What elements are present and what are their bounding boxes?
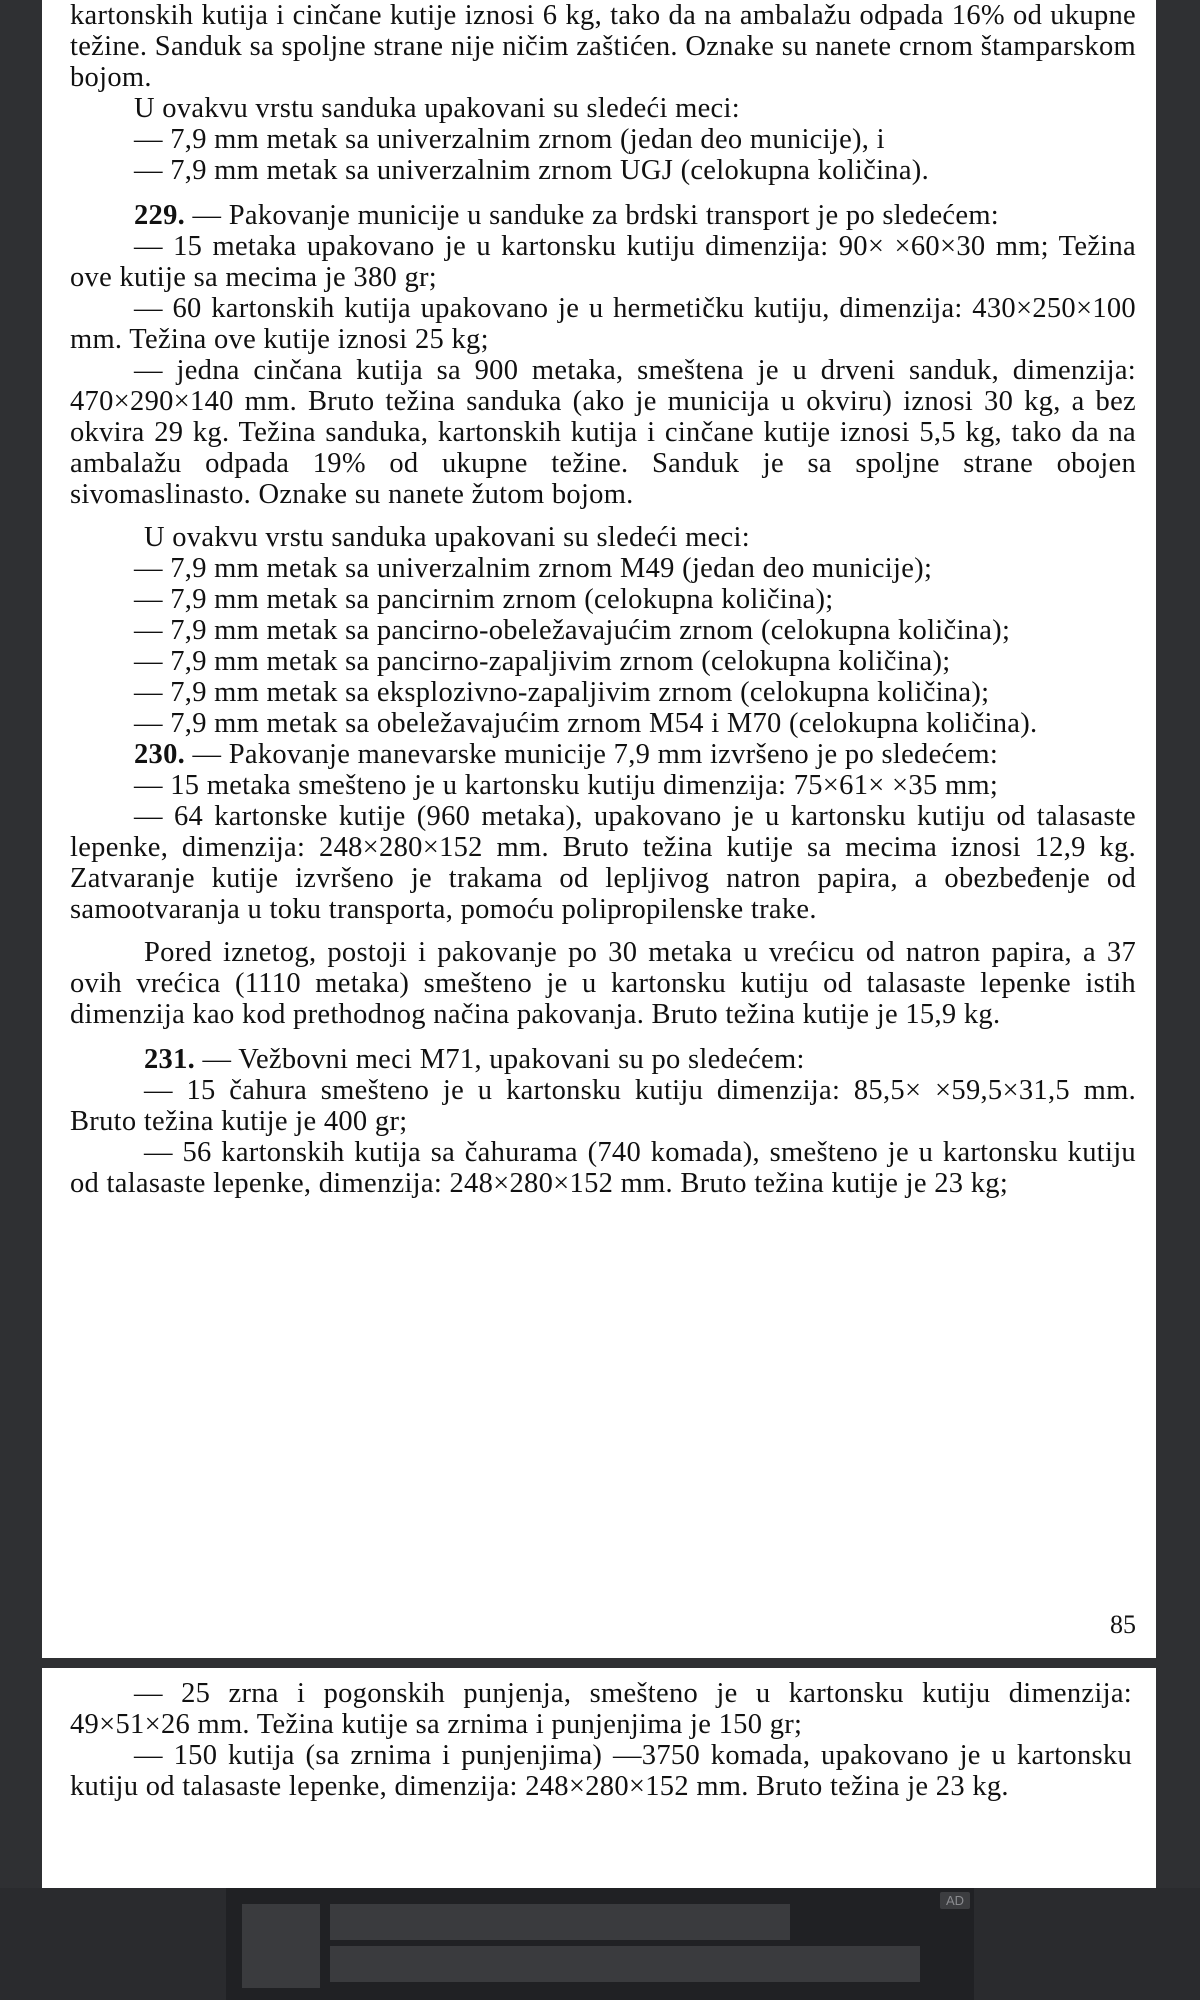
ad-image-placeholder [242, 1904, 320, 1988]
section-heading-text: — Pakovanje manevarske municije 7,9 mm izvršeno je po sledećem: [192, 739, 999, 770]
page-text-column [70, 1678, 1132, 1802]
paragraph-intro-list: U ovakvu vrstu sanduka upakovani su sledeći meci: [144, 522, 750, 553]
ad-placeholder[interactable] [226, 1888, 974, 2000]
section-number: 229. [134, 200, 186, 231]
paragraph: Pored iznetog, postoji i pakovanje po 30 metaka u vrećicu od natron papira, a 37 ovih vrećica (1110 metaka) smešteno je u kartonsku kutiju od talasaste lepenke istih dimenzija kao kod prethodnog načina pakovanja. Bruto težina kutije je 15,9 kg. [70, 937, 1136, 1030]
ad-text-placeholder [330, 1904, 790, 1940]
list-item: — 25 zrna i pogonskih punjenja, smešteno je u kartonsku kutiju dimenzija: 49×51×26 mm. Težina kutije sa zrnima i punjenjima je 150 gr; [70, 1678, 1132, 1740]
list-item: — 7,9 mm metak sa obeležavajućim zrnom M54 i M70 (celokupna količina). [134, 708, 1038, 739]
list-item: — 7,9 mm metak sa pancirnim zrnom (celokupna količina); [134, 584, 834, 615]
list-item: — 15 čahura smešteno je u kartonsku kutiju dimenzija: 85,5× ×59,5×31,5 mm. Bruto težina kutije je 400 gr; [70, 1075, 1136, 1137]
list-item: — 15 metaka upakovano je u kartonsku kutiju dimenzija: 90× ×60×30 mm; Težina ove kutije sa mecima je 380 gr; [70, 231, 1136, 293]
document-page-85 [42, 0, 1156, 1658]
page-number: 85 [1110, 1610, 1136, 1639]
section-heading-text: — Pakovanje municije u sanduke za brdski transport je po sledećem: [192, 200, 1000, 231]
section-230-heading [70, 739, 1136, 770]
list-item: — 7,9 mm metak sa univerzalnim zrnom M49 (jedan deo municije); [134, 553, 933, 584]
page-text-column [70, 0, 1136, 1199]
list-item: — 56 kartonskih kutija sa čahurama (740 komada), smešteno je u kartonsku kutiju od talasaste lepenke, dimenzija: 248×280×152 mm. Bruto težina kutije je 23 kg; [70, 1137, 1136, 1199]
list-item: — 7,9 mm metak sa pancirno-zapaljivim zrnom (celokupna količina); [134, 646, 951, 677]
list-item: — 64 kartonske kutije (960 metaka), upakovano je u kartonsku kutiju od talasaste lepenke, dimenzija: 248×280×152 mm. Bruto težina kutije sa mecima iznosi 12,9 kg. Zatvaranje kutije izvršeno je trakama od lepljivog natron papira, a obezbeđenje od samootvaranja u toku transporta, pomoću polipropilenske trake. [70, 801, 1136, 925]
section-231-heading [70, 1044, 1136, 1075]
list-item: — 15 metaka smešteno je u kartonsku kutiju dimenzija: 75×61× ×35 mm; [134, 770, 999, 801]
list-item: — 7,9 mm metak sa pancirno-obeležavajućim zrnom (celokupna količina); [134, 615, 1011, 646]
document-page-next [42, 1668, 1156, 1888]
list-item: — 7,9 mm metak sa univerzalnim zrnom (jedan deo municije), i [134, 124, 885, 155]
ad-badge: AD [940, 1892, 970, 1909]
section-number: 231. [144, 1044, 196, 1075]
list-item: — 60 kartonskih kutija upakovano je u hermetičku kutiju, dimenzija: 430×250×100 mm. Težina ove kutije iznosi 25 kg; [70, 293, 1136, 355]
section-heading-text: — Vežbovni meci M71, upakovani su po sledećem: [202, 1044, 805, 1075]
ad-banner[interactable] [0, 1888, 1200, 2000]
paragraph-intro-list: U ovakvu vrstu sanduka upakovani su sledeći meci: [134, 93, 740, 124]
list-item: — jedna cinčana kutija sa 900 metaka, smeštena je u drveni sanduk, dimenzija: 470×290×140 mm. Bruto težina sanduka (ako je municija u okviru) iznosi 30 kg, a bez okvira 29 kg. Težina sanduka, kartonskih kutija i cinčane kutije iznosi 5,5 kg, tako da na ambalažu odpada 19% od ukupne težine. Sanduk je sa spoljne strane obojen sivomaslinasto. Oznake su nanete žutom bojom. [70, 355, 1136, 510]
ad-text-placeholder [330, 1946, 920, 1982]
paragraph-continued: kartonskih kutija i cinčane kutije iznosi 6 kg, tako da na ambalažu odpada 16% od ukupne težine. Sanduk sa spoljne strane nije ničim zaštićen. Oznake su nanete crnom štamparskom bojom. [70, 0, 1136, 93]
list-item: — 7,9 mm metak sa eksplozivno-zapaljivim zrnom (celokupna količina); [134, 677, 990, 708]
section-number: 230. [134, 739, 186, 770]
list-item: — 150 kutija (sa zrnima i punjenjima) —3750 komada, upakovano je u kartonsku kutiju od talasaste lepenke, dimenzija: 248×280×152 mm. Bruto težina je 23 kg. [70, 1740, 1132, 1802]
section-229-heading [70, 200, 1136, 231]
list-item: — 7,9 mm metak sa univerzalnim zrnom UGJ (celokupna količina). [134, 155, 930, 186]
